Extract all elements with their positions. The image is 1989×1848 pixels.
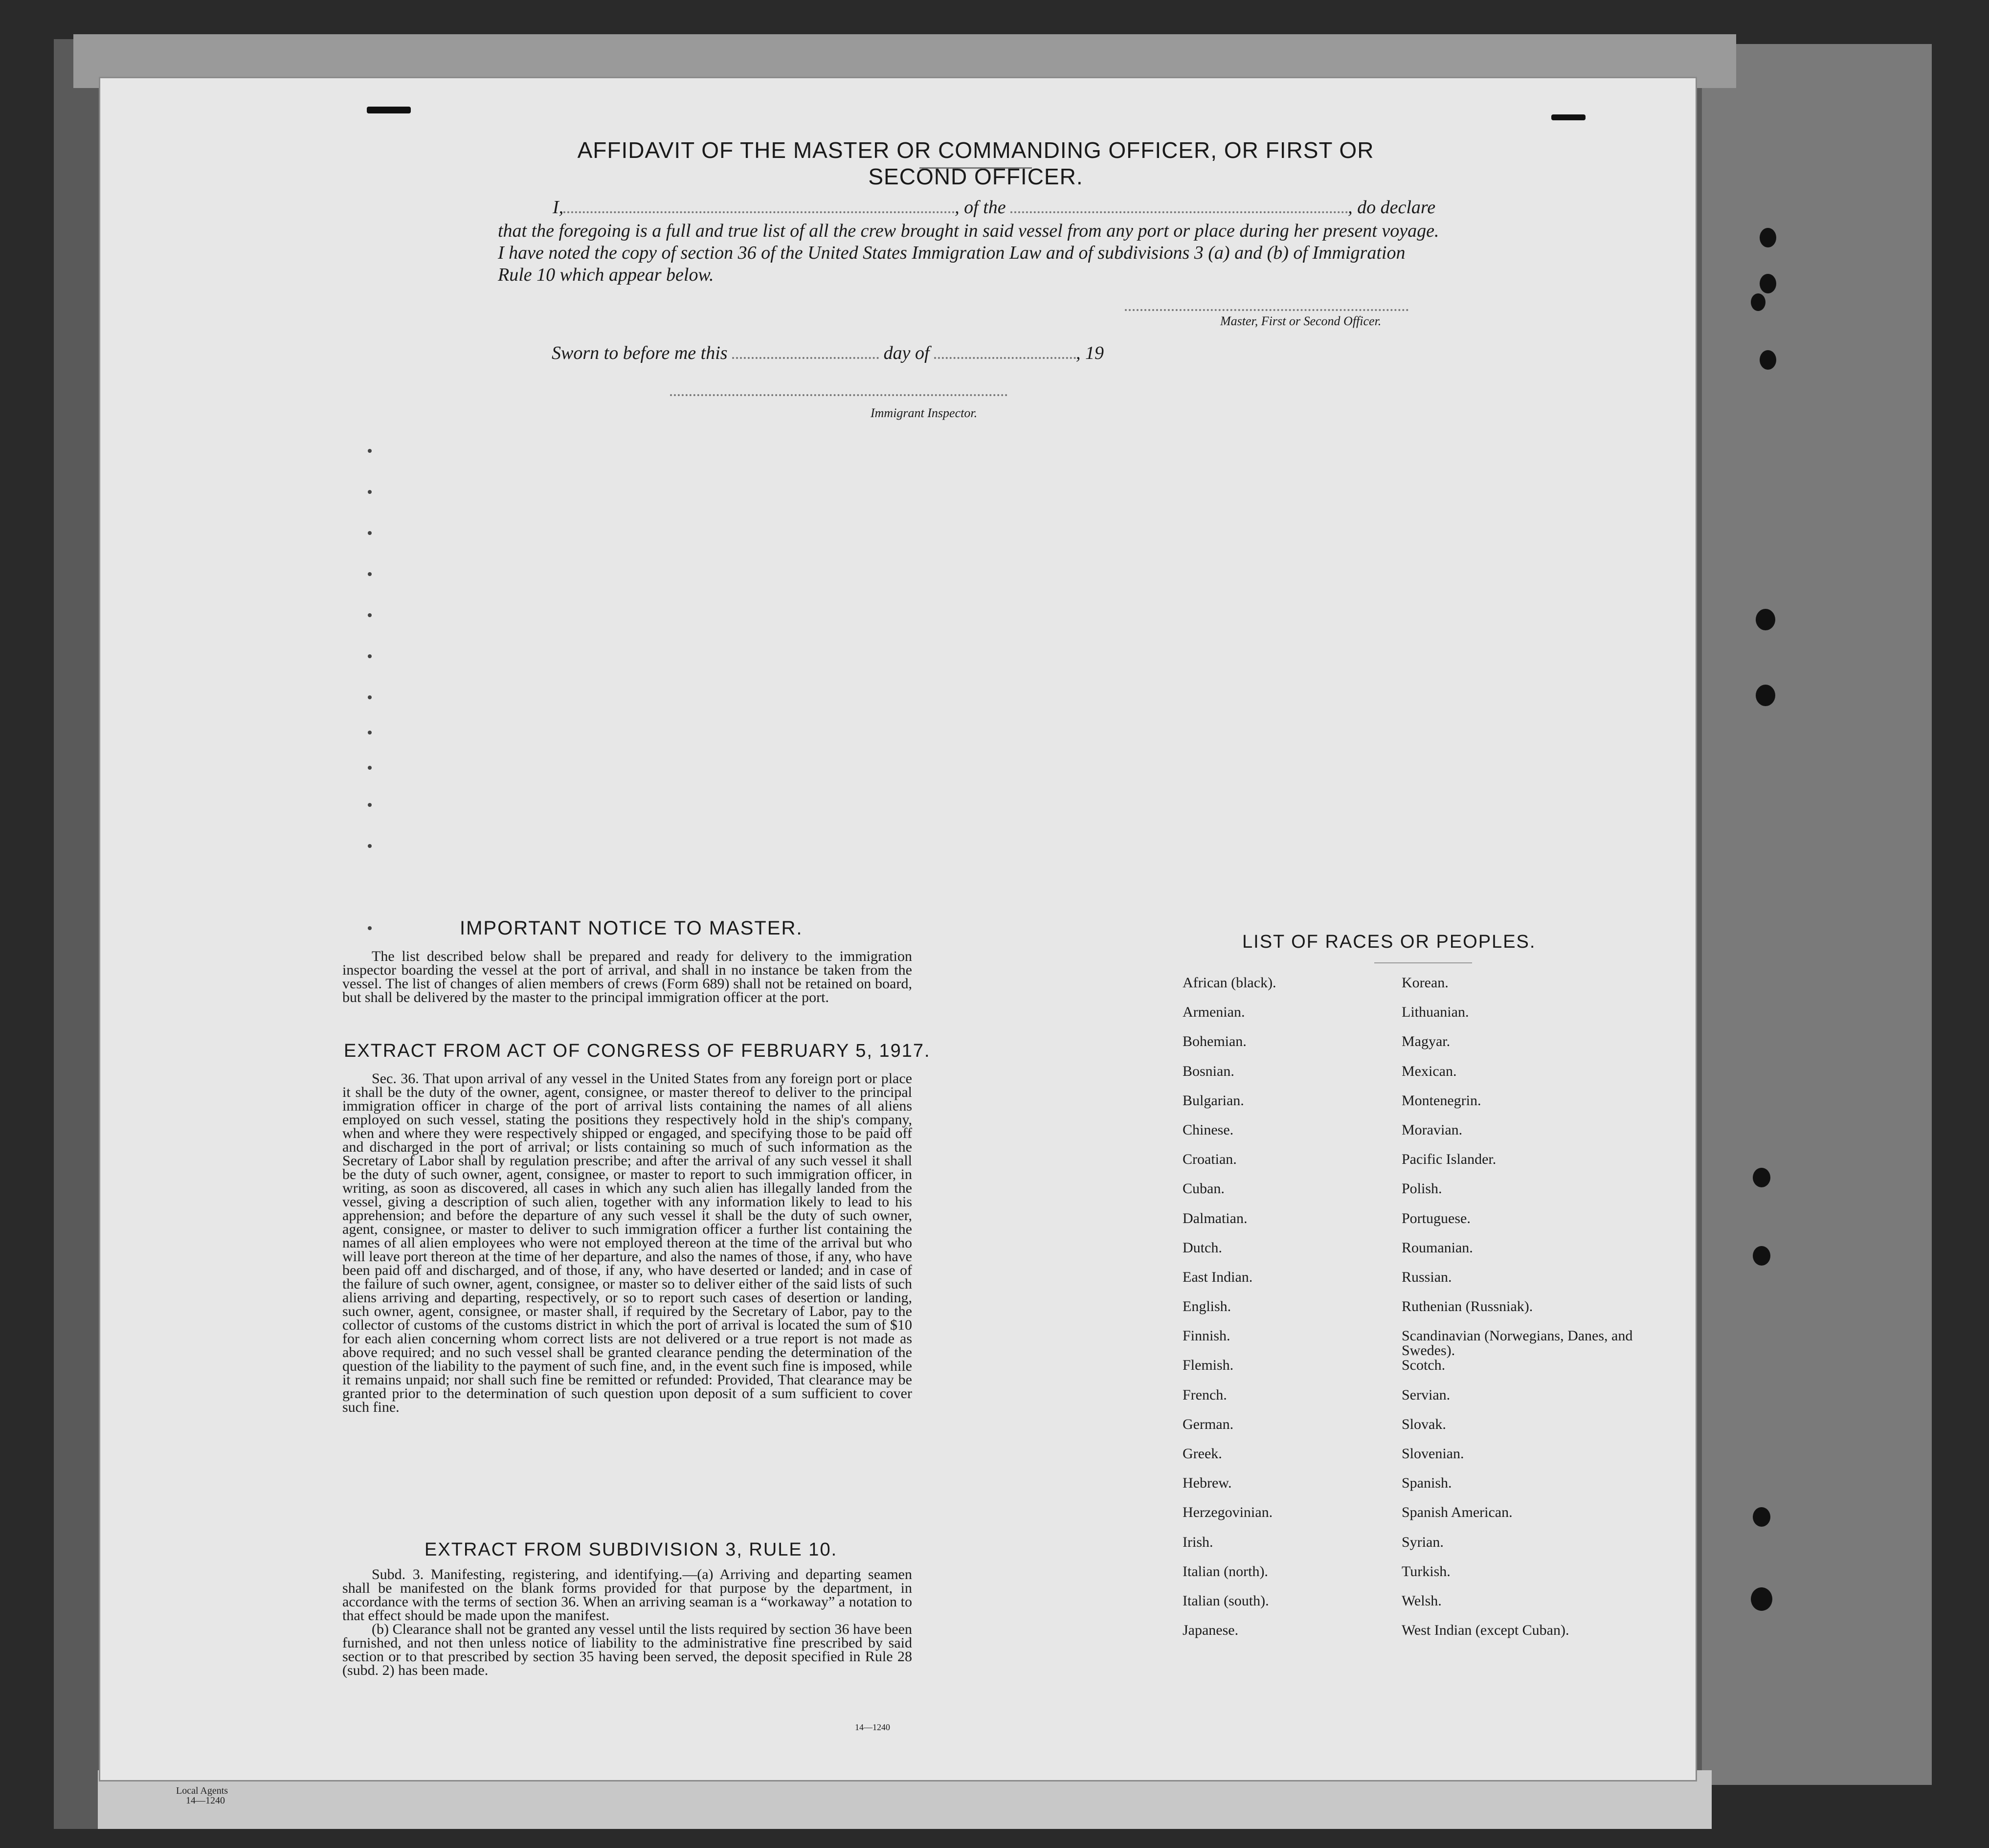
race-item: English.	[1183, 1298, 1231, 1315]
race-item: Bohemian.	[1183, 1033, 1247, 1050]
race-item: Finnish.	[1183, 1328, 1230, 1344]
notice-text	[342, 950, 912, 1004]
rule-text	[342, 1568, 912, 1677]
punch-hole	[1751, 1587, 1772, 1611]
punch-hole	[1760, 274, 1776, 293]
race-item: French.	[1183, 1386, 1227, 1403]
act-paragraph: Sec. 36. That upon arrival of any vessel in the United States from any foreign port or place it shall be the duty of the owner, agent, consignee, or master thereof to deliver to the principal immigration officer in charge of the port of arrival lists containing the names of all aliens employed on such vessel, stating the positions they respectively hold in the ship's company, when and where they were respectively shipped or engaged, and specifying those to be paid off and discharged in the port of arrival; or lists containing so much of such information as the Secretary of Labor shall by regulation prescribe; and after the arrival of any such vessel it shall be the duty of such owner, agent, consignee, or master to report to such immigration officer, in writing, as soon as discovered, all cases in which any such alien has illegally landed from the vessel, giving a description of such alien, together with any information likely to lead to his apprehension; and before the departure of any such vessel it shall be the duty of such owner, agent, consignee, or master to deliver to such immigration officer a further list containing the names of all alien employees who were not employed thereon at the time of the arrival but who will leave port thereon at the time of her departure, and also the names of those, if any, who have been paid off and discharged, and of those, if any, who have deserted or landed; and in case of the failure of such owner, agent, consignee, or master so to deliver either of the said lists of such aliens arriving and departing, respectively, or so to report such cases of desertion or landing, such owner, agent, consignee, or master shall, if required by the Secretary of Labor, pay to the collector of customs of the customs district in which the port of arrival is located the sum of $10 for each alien concerning whom correct lists are not delivered or a true report is not made as above required; and no such vessel shall be granted clearance pending the determination of the question of the liability to the payment of such fine, and, in the event such fine is imposed, while it remains unpaid; nor shall such fine be remitted or refunded: Provided, That clearance may be granted prior to the determination of such question upon deposit of a sum sufficient to cover such fine.	[342, 1070, 912, 1415]
margin-dot	[368, 803, 372, 807]
sworn-month-field[interactable]	[934, 357, 1076, 359]
race-item: Magyar.	[1402, 1033, 1451, 1050]
punch-hole	[1760, 350, 1776, 370]
affidavit-line-3: I have noted the copy of section 36 of the United States Immigration Law and of subdivisions 3 (a) and (b) of Immigration	[498, 243, 1406, 263]
sworn-day-field[interactable]	[732, 357, 879, 359]
race-item: Servian.	[1402, 1386, 1451, 1403]
race-item: Lithuanian.	[1402, 1004, 1469, 1021]
punch-hole	[1756, 685, 1775, 706]
race-item: Turkish.	[1402, 1563, 1451, 1580]
margin-dot	[368, 531, 372, 535]
race-item: Scotch.	[1402, 1357, 1446, 1374]
margin-dot	[368, 490, 372, 494]
race-item: Polish.	[1402, 1180, 1442, 1197]
affidavit-line-4: Rule 10 which appear below.	[498, 265, 714, 285]
punch-hole	[1753, 1507, 1770, 1527]
race-item: Spanish.	[1402, 1475, 1452, 1492]
margin-dot	[368, 449, 372, 453]
punch-hole	[1756, 609, 1775, 630]
race-item: Hebrew.	[1183, 1475, 1232, 1492]
race-item: Dalmatian.	[1183, 1210, 1248, 1226]
race-item: Chinese.	[1183, 1121, 1234, 1138]
master-signature-line[interactable]	[1125, 309, 1408, 311]
affidavit-title-rule	[919, 167, 1032, 169]
local-agents-label	[176, 1786, 228, 1805]
race-item: Moravian.	[1402, 1121, 1463, 1138]
races-left-column	[1183, 976, 1276, 1652]
races-title-rule	[1374, 962, 1472, 963]
notice-paragraph: The list described below shall be prepared and ready for delivery to the immigration inspector boarding the vessel at the port of arrival, and shall in no instance be taken from the vessel. The list of changes of alien members of crews (Form 689) shall not be retained on board, but shall be delivered by the master to the principal immigration officer at the port.	[342, 948, 912, 1005]
race-item: West Indian (except Cuban).	[1402, 1622, 1569, 1639]
punch-hole	[1753, 1246, 1770, 1266]
back-sheet-right	[1702, 44, 1932, 1785]
margin-dot	[368, 731, 372, 735]
race-item: Scandinavian (Norwegians, Danes, and Swedes).	[1402, 1328, 1633, 1359]
affidavit-declare-label: , do declare	[1348, 197, 1436, 218]
margin-dot	[368, 695, 372, 699]
race-item: Herzegovinian.	[1183, 1504, 1273, 1521]
year-label: , 19	[1076, 343, 1104, 363]
rule-paragraph-a: Subd. 3. Manifesting, registering, and identifying.—(a) Arriving and departing seamen shall be manifested on the blank forms provided for that purpose by the department, in accordance with the terms of section 36. When an arriving seaman is a “workaway” a notation to that effect should be made upon the manifest.	[342, 1566, 912, 1624]
margin-dot	[368, 844, 372, 848]
race-item: Spanish American.	[1402, 1504, 1513, 1521]
act-title: EXTRACT FROM ACT OF CONGRESS OF FEBRUARY 5, 1917.	[344, 1041, 931, 1061]
race-item: Dutch.	[1183, 1239, 1222, 1256]
race-item: Bosnian.	[1183, 1063, 1234, 1079]
local-agents-text: Local Agents	[176, 1785, 228, 1796]
vessel-field[interactable]	[1010, 211, 1348, 213]
races-title: LIST OF RACES OR PEOPLES.	[1242, 932, 1536, 952]
affidavit-title: AFFIDAVIT OF THE MASTER OR COMMANDING OFFICER, OR FIRST OR SECOND OFFICER.	[577, 137, 1374, 189]
races-right-column	[1402, 976, 1656, 1652]
race-item: Montenegrin.	[1402, 1092, 1481, 1109]
margin-dot	[368, 572, 372, 576]
race-item: Flemish.	[1183, 1357, 1234, 1374]
race-item: Cuban.	[1183, 1180, 1225, 1197]
race-item: Portuguese.	[1402, 1210, 1471, 1226]
race-item: Syrian.	[1402, 1534, 1444, 1550]
rule-title: EXTRACT FROM SUBDIVISION 3, RULE 10.	[425, 1539, 838, 1560]
staple-mark	[367, 107, 411, 113]
race-item: Slovak.	[1402, 1416, 1446, 1432]
name-field[interactable]	[563, 211, 955, 213]
affidavit-of-the-label: , of the	[955, 197, 1006, 218]
margin-dot	[368, 654, 372, 658]
race-item: Ruthenian (Russniak).	[1402, 1298, 1533, 1315]
race-item: Korean.	[1402, 975, 1449, 991]
race-item: East Indian.	[1183, 1269, 1253, 1285]
local-agents-number: 14—1240	[186, 1795, 225, 1806]
race-item: Pacific Islander.	[1402, 1151, 1497, 1168]
affidavit-line-2: that the foregoing is a full and true list of all the crew brought in said vessel from any port or place during her present voyage.	[498, 221, 1439, 241]
race-item: Italian (south).	[1183, 1592, 1269, 1609]
race-item: Slovenian.	[1402, 1446, 1464, 1462]
inspector-label: Immigrant Inspector.	[871, 406, 978, 420]
race-item: Croatian.	[1183, 1151, 1237, 1168]
race-item: Russian.	[1402, 1269, 1452, 1285]
punch-hole	[1760, 228, 1776, 247]
race-item: Greek.	[1183, 1446, 1222, 1462]
margin-dot	[368, 766, 372, 770]
act-text	[342, 1072, 912, 1414]
race-item: African (black).	[1183, 975, 1276, 991]
race-item: Armenian.	[1183, 1004, 1245, 1021]
affidavit-i-label: I,	[553, 197, 564, 218]
margin-dot	[368, 926, 372, 930]
race-item: Bulgarian.	[1183, 1092, 1244, 1109]
race-item: Irish.	[1183, 1534, 1213, 1550]
race-item: Mexican.	[1402, 1063, 1457, 1079]
sworn-label: Sworn to before me this	[552, 343, 728, 363]
race-item: Welsh.	[1402, 1592, 1442, 1609]
punch-hole	[1753, 1168, 1770, 1187]
affidavit-line-1	[553, 197, 1435, 218]
form-number: 14—1240	[855, 1722, 890, 1732]
punch-hole	[1751, 293, 1766, 311]
race-item: Italian (north).	[1183, 1563, 1268, 1580]
rule-paragraph-b: (b) Clearance shall not be granted any vessel until the lists required by section 36 have been furnished, and not then unless notice of liability to the administrative fine prescribed by said section or to that prescribed by section 35 having been served, the deposit specified in Rule 28 (subd. 2) has been made.	[342, 1621, 912, 1678]
race-item: Roumanian.	[1402, 1239, 1473, 1256]
sworn-line	[552, 342, 1104, 364]
inspector-signature-line[interactable]	[670, 394, 1007, 396]
race-item: Japanese.	[1183, 1622, 1239, 1639]
notice-title: IMPORTANT NOTICE TO MASTER.	[460, 917, 803, 939]
day-of-label: day of	[883, 343, 930, 363]
master-signature-label: Master, First or Second Officer.	[1220, 314, 1382, 328]
staple-mark	[1551, 114, 1586, 120]
margin-dot	[368, 613, 372, 617]
race-item: German.	[1183, 1416, 1234, 1432]
